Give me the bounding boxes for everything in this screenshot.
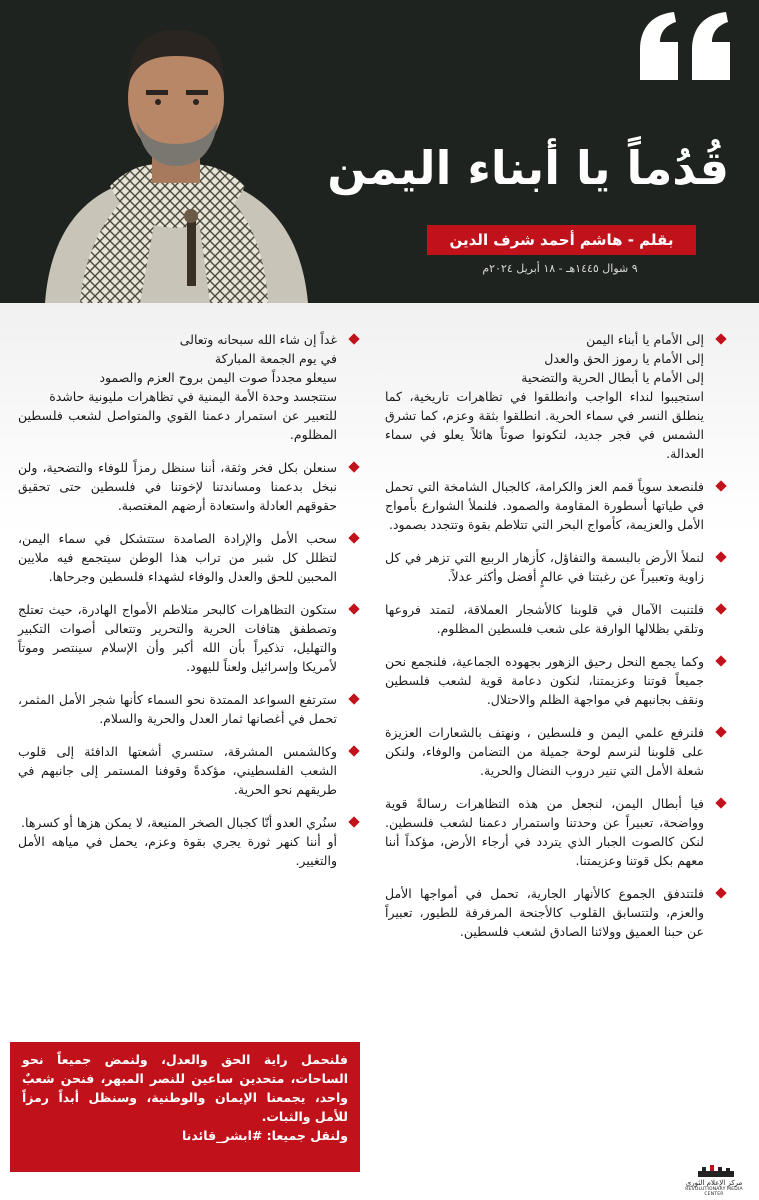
- paragraph: فلتتدفق الجموع كالأنهار الجارية، تحمل في أمواجها الأمل والعزم، ولتتسابق القلوب كالأجنحة المرفرفة للطيور، تعبيراً عن حبنا العميق وولائنا الصادق لشعب فلسطين.: [385, 884, 720, 941]
- paragraph: وكما يجمع النحل رحيق الزهور بجهوده الجماعية، فلنجمع نحن جميعاً قوتنا وعزيمتنا، لنكون دعامة قوية لشعب فلسطين ونقف بجانبهم في مواجهة الظلم والاحتلال.: [385, 652, 720, 709]
- paragraph: ستكون التظاهرات كالبحر متلاطم الأمواج الهادرة، حيث تعتلج وتصطفق هتافات الحرية والتحرير وتتعالى أصوات التكبير والتهليل، تذكيراً بأن الله أكبر وأن الإسلام سينتصر وموتاً لأمريكا وإسرائيل ولعناً لليهود.: [18, 600, 353, 676]
- closing-callout: [10, 1042, 360, 1172]
- paragraph: فلنصعد سوياً قمم العز والكرامة، كالجبال الشامخة التي تحمل في طياتها أسطورة المقاومة والصمود. فلنملأ الشوارع بأمواج الأمل والعزيمة، كأمواج البحر التي تتلاطم بقوة وتتجدد بصمود.: [385, 477, 720, 534]
- closing-hashtag: ولنقل جميعا: #ابشر_قائدنا: [181, 1128, 348, 1143]
- diamond-bullet-icon: [715, 551, 726, 562]
- person-portrait: [40, 16, 310, 303]
- diamond-bullet-icon: [348, 816, 359, 827]
- right-column: [385, 330, 720, 955]
- paragraph: سنُري العدو أنّا كجبال الصخر المنيعة، لا يمكن هزها أو كسرها. أو أننا كنهر ثورة يجري بقوة وعزم، يحمل في مياهه الأمل والتغيير.: [18, 813, 353, 870]
- diamond-bullet-icon: [348, 745, 359, 756]
- diamond-bullet-icon: [715, 726, 726, 737]
- paragraph: فيا أبطال اليمن، لنجعل من هذه التظاهرات رسالةً قوية وواضحة، تعبيراً عن وحدتنا واستمرار دعمنا لشعب فلسطين. لنكن كالصوت الجبار الذي يتردد في أرجاء الأرض، مؤكداً أننا معهم بكل قوتنا وعزيمتنا.: [385, 794, 720, 870]
- paragraph: لنملأ الأرض بالبسمة والتفاؤل، كأزهار الربيع التي تزهر في كل زاوية وتعبيراً عن رغبتنا في عالمٍ أفضل وأكثر عدلاً.: [385, 548, 720, 586]
- closing-text: فلنحمل راية الحق والعدل، ولنمض جميعاً نحو الساحات، متحدين ساعين للنصر المبهر، فنحن شعبٌ واحد، يجمعنا الإيمان والوطنية، وسنظل أبداً رمزاً للأمل والثبات.: [22, 1052, 348, 1124]
- paragraph: فلنرفع علمي اليمن و فلسطين ، ونهتف بالشعارات العزيزة على قلوبنا لنرسم لوحة جميلة من التضامن والوفاء، ولنكن شعلة الأمل التي تنير دروب النضال والحرية.: [385, 723, 720, 780]
- diamond-bullet-icon: [348, 532, 359, 543]
- media-center-logo: مركز الإعلام الثوري REVOLUTIONARY MEDIA CENTER: [668, 1165, 752, 1197]
- diamond-bullet-icon: [348, 693, 359, 704]
- paragraph: غداً إن شاء الله سبحانه وتعالى في يوم الجمعة المباركة سيعلو مجدداً صوت اليمن بروح العزم والصمود ستتجسد وحدة الأمة اليمنية في تظاهرات مليونية حاشدة للتعبير عن استمرار دعمنا القوي والمتواصل لشعب فلسطين المظلوم.: [18, 330, 353, 444]
- paragraph: إلى الأمام يا أبناء اليمن إلى الأمام يا رموز الحق والعدل إلى الأمام يا أبطال الحرية والتضحية استجيبوا لنداء الواجب وانطلقوا في تظاهرات تاريخية، كما ينطلق النسر في سماء الحرية. انطلقوا بثقة وعزم، كما تشرق الشمس في فجر جديد، لتكونوا صوتاً هائلاً يعلو في سماء العدالة.: [385, 330, 720, 463]
- paragraph: سترتفع السواعد الممتدة نحو السماء كأنها شجر الأمل المثمر، تحمل في أغصانها ثمار العدل والحرية والسلام.: [18, 690, 353, 728]
- diamond-bullet-icon: [348, 603, 359, 614]
- paragraph: فلتنبت الآمال في قلوبنا كالأشجار العملاقة، لتمتد فروعها وتلقي بظلالها الوارفة على شعب فلسطين المظلوم.: [385, 600, 720, 638]
- diamond-bullet-icon: [715, 655, 726, 666]
- page-title: قُدُماً يا أبناء اليمن: [327, 141, 729, 195]
- left-column: [18, 330, 353, 884]
- paragraph: سحب الأمل والإرادة الصامدة ستتشكل في سماء اليمن، لتظلل كل شبر من تراب هذا الوطن سيتجمع فيه ملايين المحبين للحق والعدل والوفاء لشهداء فلسطين وجرحاها.: [18, 529, 353, 586]
- diamond-bullet-icon: [715, 603, 726, 614]
- author-badge: بقلم - هاشم أحمد شرف الدين: [427, 225, 696, 255]
- header-banner: [0, 0, 759, 303]
- paragraph: سنعلن بكل فخر وثقة، أننا سنظل رمزاً للوفاء والتضحية، ولن نبخل بدعمنا ومساندتنا لإخوتنا في فلسطين حتى تحقيق حقوقهم العادلة واستعادة أرضهم المغتصبة.: [18, 458, 353, 515]
- quote-icon: [636, 6, 736, 86]
- publish-date: ٩ شوال ١٤٤٥هـ - ١٨ أبريل ٢٠٢٤م: [482, 262, 638, 275]
- paragraph: وكالشمس المشرقة، ستسري أشعتها الدافئة إلى قلوب الشعب الفلسطيني، مؤكدةً وقوفنا المستمر إلى جانبهم في طريقهم نحو الحرية.: [18, 742, 353, 799]
- diamond-bullet-icon: [715, 797, 726, 808]
- media-center-logo-icon: [668, 1165, 752, 1179]
- diamond-bullet-icon: [715, 887, 726, 898]
